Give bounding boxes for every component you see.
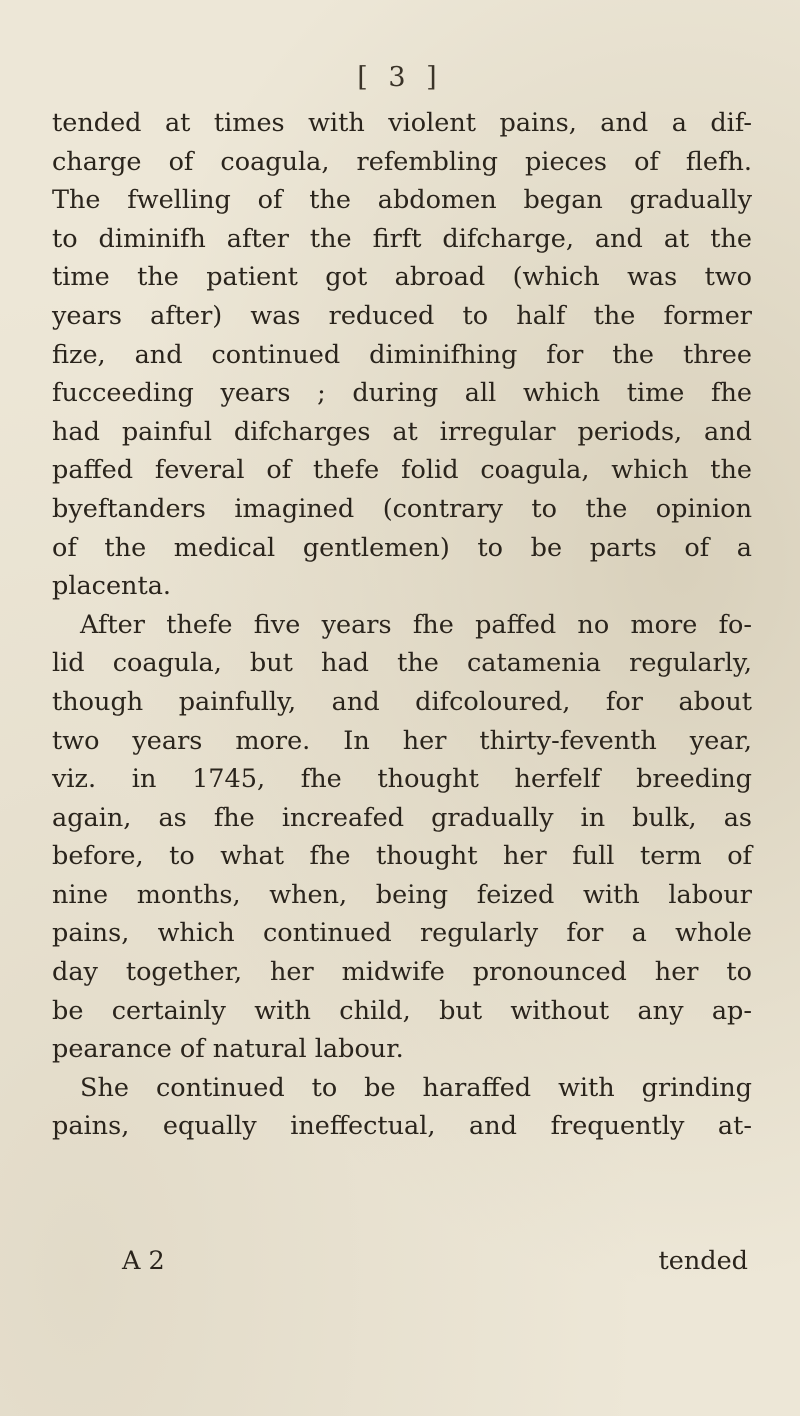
text-line-paragraph-start: After thefe five years fhe paffed no more fo- <box>80 609 752 640</box>
text-line: lid coagula, but had the catamenia regularly, <box>52 648 752 679</box>
text-line: tended at times with violent pains, and a dif- <box>52 108 752 138</box>
text-line: charge of coagula, refembling pieces of flefh. <box>52 146 752 177</box>
text-line: pains, equally ineffectual, and frequently at- <box>52 1111 752 1142</box>
text-line: two years more. In her thirty-feventh year, <box>52 725 752 756</box>
signature-mark: A 2 <box>122 1246 165 1276</box>
text-line: pains, which continued regularly for a whole <box>52 918 752 949</box>
text-line: paffed feveral of thefe folid coagula, which the <box>52 455 752 486</box>
text-line: fucceeding years ; during all which time fhe <box>52 378 752 409</box>
text-line-paragraph-end: pearance of natural labour. <box>52 1034 404 1065</box>
text-line: though painfully, and difcoloured, for about <box>52 686 752 717</box>
text-line: fize, and continued diminifhing for the three <box>52 339 752 370</box>
catchword: tended <box>658 1246 748 1276</box>
text-line: day together, her midwife pronounced her to <box>52 957 752 988</box>
text-line: of the medical gentlemen) to be parts of a <box>52 532 752 563</box>
text-line: before, to what fhe thought her full term of <box>52 841 752 872</box>
text-line: to diminifh after the firft difcharge, and at the <box>52 223 752 254</box>
text-line: had painful difcharges at irregular periods, and <box>52 416 752 447</box>
text-line-paragraph-start: She continued to be haraffed with grinding <box>80 1072 752 1103</box>
text-line: be certainly with child, but without any ap- <box>52 995 752 1026</box>
text-line-paragraph-end: placenta. <box>52 571 172 602</box>
text-line: nine months, when, being feized with labour <box>52 879 752 910</box>
body-text <box>52 104 752 1146</box>
text-line: time the patient got abroad (which was two <box>52 262 752 293</box>
text-line: byeftanders imagined (contrary to the opinion <box>52 493 752 524</box>
page-number: [ 3 ] <box>357 62 443 93</box>
text-line: The fwelling of the abdomen began gradually <box>52 185 752 216</box>
page-footer <box>52 1242 752 1280</box>
text-line: years after) was reduced to half the former <box>52 300 752 331</box>
text-line: again, as fhe increafed gradually in bulk, as <box>52 802 752 833</box>
text-line: viz. in 1745, fhe thought herfelf breeding <box>52 764 752 795</box>
